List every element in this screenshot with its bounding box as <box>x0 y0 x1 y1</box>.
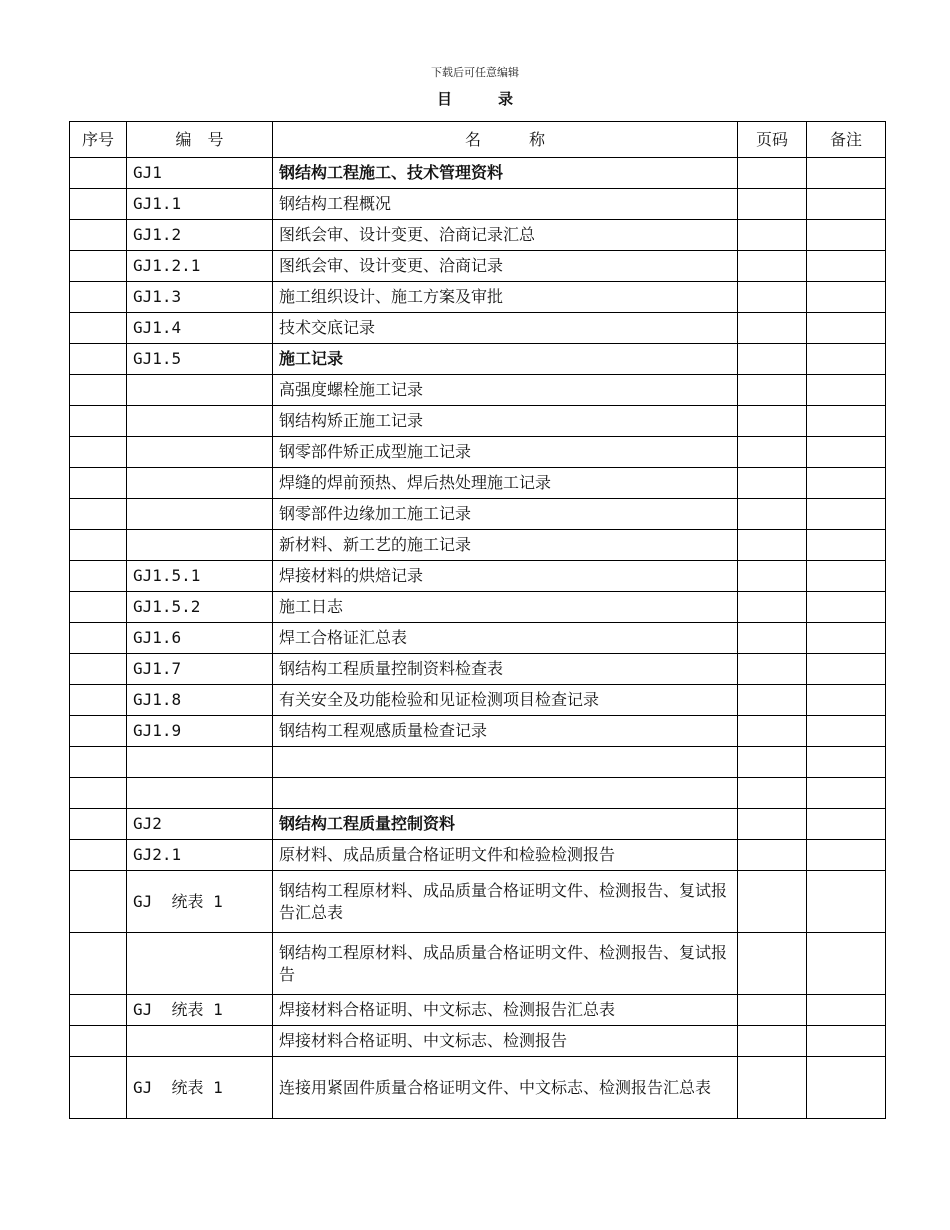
remark-cell <box>807 220 886 251</box>
name-cell: 钢零部件边缘加工施工记录 <box>273 499 738 530</box>
index-cell <box>70 344 127 375</box>
remark-cell <box>807 685 886 716</box>
name-cell: 技术交底记录 <box>273 313 738 344</box>
remark-cell <box>807 809 886 840</box>
name-cell <box>273 747 738 778</box>
page-cell <box>738 282 807 313</box>
table-row <box>70 933 886 995</box>
code-cell: GJ1.7 <box>127 654 273 685</box>
page-cell <box>738 685 807 716</box>
index-cell <box>70 468 127 499</box>
remark-cell <box>807 592 886 623</box>
remark-cell <box>807 375 886 406</box>
remark-cell <box>807 1057 886 1119</box>
code-cell: GJ1.6 <box>127 623 273 654</box>
name-cell: 连接用紧固件质量合格证明文件、中文标志、检测报告汇总表 <box>273 1057 738 1119</box>
remark-cell <box>807 933 886 995</box>
name-cell: 焊接材料合格证明、中文标志、检测报告 <box>273 1026 738 1057</box>
page-cell <box>738 809 807 840</box>
code-cell: GJ 统表 1 <box>127 871 273 933</box>
index-cell <box>70 654 127 685</box>
index-cell <box>70 747 127 778</box>
code-cell <box>127 406 273 437</box>
name-cell: 焊接材料的烘焙记录 <box>273 561 738 592</box>
page-cell <box>738 406 807 437</box>
name-cell: 图纸会审、设计变更、洽商记录 <box>273 251 738 282</box>
index-cell <box>70 282 127 313</box>
index-cell <box>70 251 127 282</box>
name-cell: 新材料、新工艺的施工记录 <box>273 530 738 561</box>
table-row <box>70 747 886 778</box>
table-row <box>70 840 886 871</box>
table-row <box>70 499 886 530</box>
index-cell <box>70 840 127 871</box>
table-row <box>70 654 886 685</box>
page-cell <box>738 871 807 933</box>
page-cell <box>738 313 807 344</box>
name-cell: 施工日志 <box>273 592 738 623</box>
page-cell <box>738 716 807 747</box>
name-cell: 钢结构工程原材料、成品质量合格证明文件、检测报告、复试报告汇总表 <box>273 871 738 933</box>
index-cell <box>70 871 127 933</box>
code-cell <box>127 747 273 778</box>
name-cell: 焊缝的焊前预热、焊后热处理施工记录 <box>273 468 738 499</box>
remark-cell <box>807 344 886 375</box>
table-row <box>70 716 886 747</box>
remark-cell <box>807 623 886 654</box>
code-cell <box>127 530 273 561</box>
index-cell <box>70 530 127 561</box>
table-row <box>70 468 886 499</box>
index-cell <box>70 313 127 344</box>
table-row <box>70 189 886 220</box>
code-cell: GJ 统表 1 <box>127 1057 273 1119</box>
page-cell <box>738 375 807 406</box>
code-cell: GJ1.4 <box>127 313 273 344</box>
table-row <box>70 871 886 933</box>
table-row <box>70 344 886 375</box>
name-cell: 图纸会审、设计变更、洽商记录汇总 <box>273 220 738 251</box>
table-row <box>70 158 886 189</box>
page-cell <box>738 561 807 592</box>
code-cell: GJ1 <box>127 158 273 189</box>
code-cell: GJ1.5.2 <box>127 592 273 623</box>
table-row <box>70 282 886 313</box>
index-cell <box>70 375 127 406</box>
name-cell: 原材料、成品质量合格证明文件和检验检测报告 <box>273 840 738 871</box>
index-cell <box>70 685 127 716</box>
table-row <box>70 406 886 437</box>
table-body <box>70 158 886 1119</box>
table-row <box>70 809 886 840</box>
table-row <box>70 220 886 251</box>
remark-cell <box>807 871 886 933</box>
table-row <box>70 995 886 1026</box>
index-cell <box>70 158 127 189</box>
code-cell <box>127 375 273 406</box>
remark-cell <box>807 313 886 344</box>
header-note: 下载后可任意编辑 <box>431 66 519 79</box>
code-cell: GJ1.5.1 <box>127 561 273 592</box>
remark-cell <box>807 158 886 189</box>
name-cell: 钢结构工程概况 <box>273 189 738 220</box>
page-title <box>0 88 950 109</box>
page-cell <box>738 189 807 220</box>
page-cell <box>738 468 807 499</box>
name-cell: 焊接材料合格证明、中文标志、检测报告汇总表 <box>273 995 738 1026</box>
index-cell <box>70 809 127 840</box>
remark-cell <box>807 406 886 437</box>
page-cell <box>738 251 807 282</box>
page-cell <box>738 437 807 468</box>
code-cell <box>127 778 273 809</box>
table-of-contents <box>69 121 886 1119</box>
name-cell: 钢结构工程质量控制资料检查表 <box>273 654 738 685</box>
col-header-page: 页码 <box>738 122 807 158</box>
index-cell <box>70 592 127 623</box>
code-cell: GJ1.2.1 <box>127 251 273 282</box>
name-cell: 焊工合格证汇总表 <box>273 623 738 654</box>
page-cell <box>738 530 807 561</box>
name-cell: 钢结构工程原材料、成品质量合格证明文件、检测报告、复试报告 <box>273 933 738 995</box>
name-cell: 钢零部件矫正成型施工记录 <box>273 437 738 468</box>
title-part-2: 录 <box>498 90 514 108</box>
code-cell <box>127 499 273 530</box>
name-cell: 钢结构工程观感质量检查记录 <box>273 716 738 747</box>
table-row <box>70 685 886 716</box>
remark-cell <box>807 654 886 685</box>
index-cell <box>70 499 127 530</box>
title-part-1: 目 <box>436 90 452 108</box>
remark-cell <box>807 561 886 592</box>
page-cell <box>738 499 807 530</box>
table-row <box>70 530 886 561</box>
page-cell <box>738 654 807 685</box>
page-cell <box>738 592 807 623</box>
remark-cell <box>807 747 886 778</box>
page-cell <box>738 1057 807 1119</box>
header-row <box>70 122 886 158</box>
table-row <box>70 1057 886 1119</box>
table-row <box>70 313 886 344</box>
name-cell: 高强度螺栓施工记录 <box>273 375 738 406</box>
remark-cell <box>807 437 886 468</box>
code-cell: GJ1.8 <box>127 685 273 716</box>
index-cell <box>70 623 127 654</box>
index-cell <box>70 406 127 437</box>
remark-cell <box>807 530 886 561</box>
code-cell: GJ1.5 <box>127 344 273 375</box>
table-row <box>70 623 886 654</box>
index-cell <box>70 933 127 995</box>
code-cell <box>127 468 273 499</box>
col-header-name: 名 称 <box>273 122 738 158</box>
name-cell: 施工记录 <box>273 344 738 375</box>
index-cell <box>70 220 127 251</box>
remark-cell <box>807 840 886 871</box>
index-cell <box>70 1026 127 1057</box>
name-cell: 钢结构工程质量控制资料 <box>273 809 738 840</box>
index-cell <box>70 189 127 220</box>
page-cell <box>738 344 807 375</box>
name-cell <box>273 778 738 809</box>
page-cell <box>738 933 807 995</box>
remark-cell <box>807 189 886 220</box>
name-cell: 钢结构工程施工、技术管理资料 <box>273 158 738 189</box>
table-row <box>70 375 886 406</box>
remark-cell <box>807 995 886 1026</box>
table-row <box>70 1026 886 1057</box>
index-cell <box>70 778 127 809</box>
page-cell <box>738 623 807 654</box>
code-cell: GJ1.3 <box>127 282 273 313</box>
table-row <box>70 592 886 623</box>
code-cell: GJ1.2 <box>127 220 273 251</box>
name-cell: 有关安全及功能检验和见证检测项目检查记录 <box>273 685 738 716</box>
index-cell <box>70 995 127 1026</box>
index-cell <box>70 1057 127 1119</box>
code-cell: GJ1.1 <box>127 189 273 220</box>
col-header-index: 序号 <box>70 122 127 158</box>
table-row <box>70 561 886 592</box>
remark-cell <box>807 468 886 499</box>
col-header-code: 编 号 <box>127 122 273 158</box>
remark-cell <box>807 778 886 809</box>
page-cell <box>738 840 807 871</box>
code-cell: GJ 统表 1 <box>127 995 273 1026</box>
page-cell <box>738 1026 807 1057</box>
index-cell <box>70 437 127 468</box>
page-cell <box>738 220 807 251</box>
remark-cell <box>807 1026 886 1057</box>
code-cell: GJ2.1 <box>127 840 273 871</box>
code-cell <box>127 933 273 995</box>
code-cell: GJ2 <box>127 809 273 840</box>
code-cell <box>127 437 273 468</box>
index-cell <box>70 561 127 592</box>
index-cell <box>70 716 127 747</box>
table-row <box>70 778 886 809</box>
remark-cell <box>807 251 886 282</box>
page-cell <box>738 747 807 778</box>
table-row <box>70 437 886 468</box>
remark-cell <box>807 716 886 747</box>
page-cell <box>738 995 807 1026</box>
table-row <box>70 251 886 282</box>
name-cell: 施工组织设计、施工方案及审批 <box>273 282 738 313</box>
remark-cell <box>807 499 886 530</box>
name-cell: 钢结构矫正施工记录 <box>273 406 738 437</box>
page-cell <box>738 158 807 189</box>
code-cell: GJ1.9 <box>127 716 273 747</box>
col-header-remark: 备注 <box>807 122 886 158</box>
remark-cell <box>807 282 886 313</box>
code-cell <box>127 1026 273 1057</box>
page-cell <box>738 778 807 809</box>
